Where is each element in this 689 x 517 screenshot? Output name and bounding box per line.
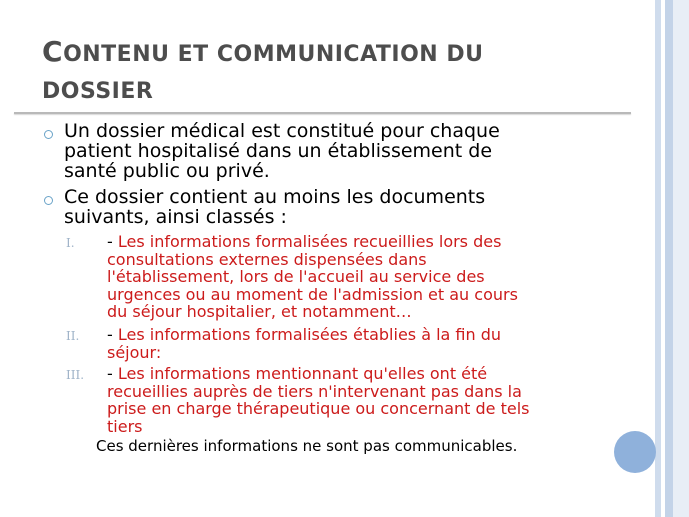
bullet-text: patient hospitalisé dans un établissement de (64, 140, 493, 162)
slide-title (42, 34, 632, 110)
bullet-ring-icon (44, 196, 53, 205)
roman-numeral: III. (66, 368, 85, 382)
title-divider (14, 112, 631, 114)
roman-numeral: II. (66, 329, 80, 343)
bullet-text: santé public ou privé. (64, 160, 270, 182)
footnote: Ces dernières informations ne sont pas communicables. (96, 437, 518, 455)
circle-ornament (614, 431, 656, 473)
decor-band (673, 0, 689, 517)
title-line-2: DOSSIER (42, 79, 154, 104)
roman-numeral: I. (66, 236, 75, 250)
item-text: - Les informations formalisées recueillies lors des consultations externes dispensées dans l'établissement, lors de l'accueil au service des urgences ou au moment de l'admission et au cours du séjour hospitalier, et notamment… (107, 232, 518, 322)
bullet-text: Un dossier médical est constitué pour chaque (64, 120, 500, 142)
title-line-1: CONTENU ET COMMUNICATION DU (42, 35, 484, 68)
decor-band (665, 0, 673, 517)
bullet-ring-icon (44, 130, 53, 139)
item-text: - Les informations formalisées établies à la fin du séjour: (107, 325, 502, 362)
item-text: - Les informations mentionnant qu'elles ont été recueillies auprès de tiers n'intervenant pas dans la prise en charge thérapeutique ou concernant de tels tiers (107, 364, 530, 436)
bullet-text: Ce dossier contient au moins les documents (64, 186, 486, 208)
bullet-text: suivants, ainsi classés : (64, 206, 287, 228)
